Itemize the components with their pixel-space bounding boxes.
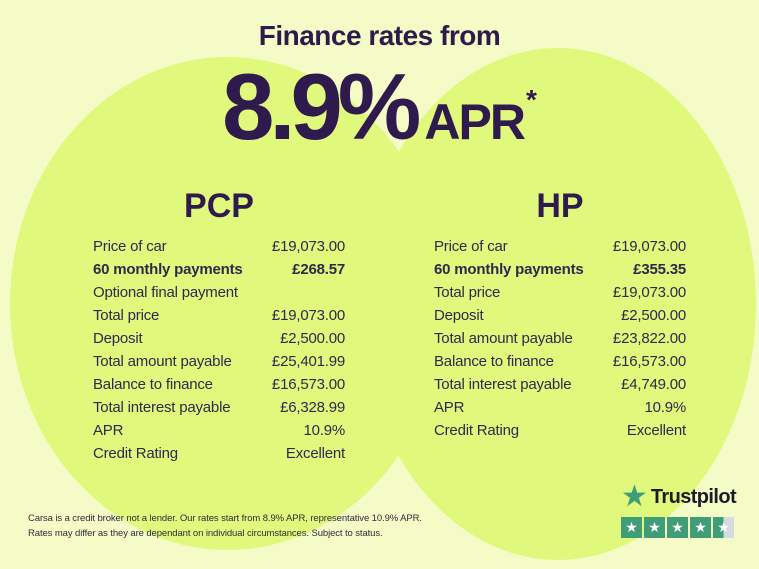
row-value: £19,073.00 — [612, 284, 686, 301]
trustpilot-logo — [621, 482, 736, 512]
hp-heading: HP — [536, 187, 584, 225]
hero-rate-value: 8.9% — [222, 54, 417, 159]
row-label: Deposit — [93, 330, 143, 347]
trustpilot-widget — [621, 482, 736, 538]
row-label: APR — [434, 399, 465, 416]
hp-table — [434, 238, 686, 445]
row-label: Total amount payable — [93, 353, 232, 370]
row-label: 60 monthly payments — [434, 261, 584, 278]
table-row — [93, 238, 345, 261]
row-label: Deposit — [434, 307, 484, 324]
row-label: Optional final payment — [93, 284, 238, 301]
disclaimer-text — [28, 511, 428, 541]
row-label: Total interest payable — [434, 376, 572, 393]
trustpilot-star-box: ★ — [713, 517, 734, 538]
row-value: Excellent — [626, 422, 686, 439]
row-value: £23,822.00 — [612, 330, 686, 347]
row-label: Total interest payable — [93, 399, 231, 416]
row-value: Excellent — [285, 445, 345, 462]
row-value: £16,573.00 — [271, 376, 345, 393]
table-row — [93, 445, 345, 468]
row-value: £355.35 — [633, 261, 686, 278]
row-label: Balance to finance — [93, 376, 213, 393]
row-label: Credit Rating — [434, 422, 519, 439]
hero-rate — [0, 54, 759, 159]
pcp-table — [93, 238, 345, 468]
table-row — [93, 422, 345, 445]
pcp-column — [93, 186, 345, 468]
table-row — [434, 238, 686, 261]
table-row — [93, 399, 345, 422]
table-row — [434, 422, 686, 445]
trustpilot-star-box: ★ — [690, 517, 711, 538]
table-row — [434, 261, 686, 284]
table-row — [93, 307, 345, 330]
table-row — [434, 353, 686, 376]
table-row — [434, 307, 686, 330]
hero-asterisk: * — [525, 84, 537, 115]
row-label: Total price — [434, 284, 501, 301]
row-value: £19,073.00 — [271, 238, 345, 255]
disclaimer-line-2: Rates may differ as they are dependant on individual circumstances. Subject to status. — [28, 528, 383, 539]
table-row — [434, 399, 686, 422]
trustpilot-star-box: ★ — [667, 517, 688, 538]
table-row — [93, 261, 345, 284]
row-label: Price of car — [93, 238, 167, 255]
row-value: £6,328.99 — [280, 399, 345, 416]
trustpilot-star-box: ★ — [621, 517, 642, 538]
row-value: 10.9% — [303, 422, 345, 439]
trustpilot-star-icon: ★ — [621, 480, 648, 513]
trustpilot-rating-stars — [621, 517, 736, 538]
trustpilot-star-box: ★ — [644, 517, 665, 538]
table-row — [434, 284, 686, 307]
hero-apr-label: APR — [424, 94, 524, 150]
table-row — [434, 330, 686, 353]
row-value: £16,573.00 — [612, 353, 686, 370]
hp-column — [434, 186, 686, 445]
row-value: £4,749.00 — [621, 376, 686, 393]
row-label: Price of car — [434, 238, 508, 255]
row-value: £268.57 — [292, 261, 345, 278]
table-row — [93, 284, 345, 307]
row-value: £2,500.00 — [621, 307, 686, 324]
page-title: Finance rates from — [258, 20, 501, 51]
trustpilot-brand: Trustpilot — [650, 485, 737, 508]
table-row — [93, 376, 345, 399]
row-value: £19,073.00 — [271, 307, 345, 324]
table-row — [93, 353, 345, 376]
row-label: Balance to finance — [434, 353, 554, 370]
pcp-heading: PCP — [184, 187, 254, 225]
row-value: £25,401.99 — [271, 353, 345, 370]
row-value: £19,073.00 — [612, 238, 686, 255]
row-value: £2,500.00 — [280, 330, 345, 347]
row-label: Credit Rating — [93, 445, 178, 462]
table-row — [434, 376, 686, 399]
row-label: Total price — [93, 307, 160, 324]
table-row — [93, 330, 345, 353]
row-label: APR — [93, 422, 124, 439]
disclaimer-line-1: Carsa is a credit broker not a lender. Our rates start from 8.9% APR, representative 10.9% APR. — [28, 513, 422, 524]
row-label: Total amount payable — [434, 330, 573, 347]
row-value: 10.9% — [644, 399, 686, 416]
row-label: 60 monthly payments — [93, 261, 243, 278]
